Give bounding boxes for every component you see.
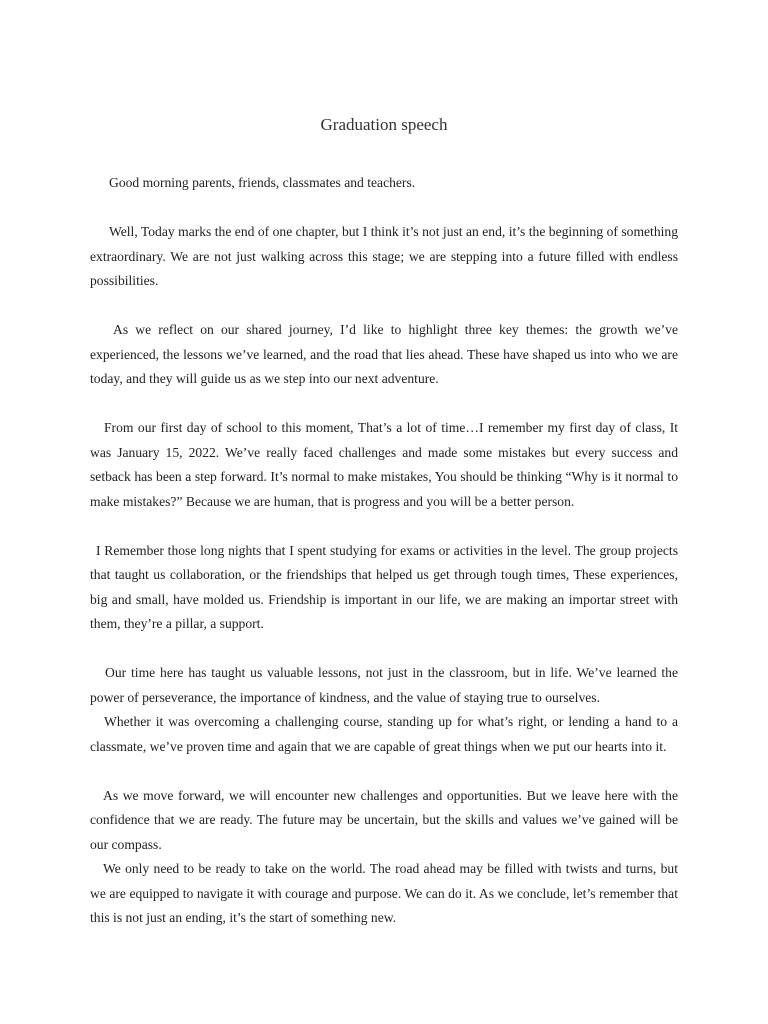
document-body bbox=[90, 171, 678, 931]
paragraph-moving-forward: As we move forward, we will encounter new challenges and opportunities. But we leave here with the confidence that we are ready. The future may be uncertain, but the skills and values we’ve gained will be our compass. bbox=[90, 787, 678, 852]
paragraph-conclusion: We only need to be ready to take on the world. The road ahead may be filled with twists and turns, but we are equipped to navigate it with courage and purpose. We can do it. As we conclude, let’s remember that this is not just an ending, it’s the start of something new. bbox=[90, 861, 678, 925]
paragraph-greeting: Good morning parents, friends, classmates and teachers. bbox=[109, 175, 416, 190]
paragraph-themes: As we reflect on our shared journey, I’d like to highlight three key themes: the growth we’ve experienced, the lessons we’ve learned, and the road that lies ahead. These have shaped us into who we are today, and they will guide us as we step into our next adventure. bbox=[90, 322, 678, 386]
paragraph-memories: I Remember those long nights that I spent studying for exams or activities in the level. The group projects that taught us collaboration, or the friendships that helped us get through tough times, These experiences, big and small, have molded us. Friendship is important in our life, we are making an importar street with them, they’re a pillar, a support. bbox=[90, 542, 678, 631]
paragraph-first-day: From our first day of school to this moment, That’s a lot of time…I remember my first day of class, It was January 15, 2022. We’ve really faced challenges and made some mistakes but every success and setback has been a step forward. It’s normal to make mistakes, You should be thinking “Why is it normal to make mistakes?” Because we are human, that is progress and you will be a better person. bbox=[90, 420, 678, 509]
paragraph-opening: Well, Today marks the end of one chapter, but I think it’s not just an end, it’s the beginning of something extraordinary. We are not just walking across this stage; we are stepping into a future filled with endless possibilities. bbox=[90, 224, 678, 288]
paragraph-lessons: Our time here has taught us valuable lessons, not just in the classroom, but in life. We’ve learned the power of perseverance, the importance of kindness, and the value of staying true to ourselves. bbox=[90, 665, 678, 705]
paragraph-achievements: Whether it was overcoming a challenging course, standing up for what’s right, or lending a hand to a classmate, we’ve proven time and again that we are capable of great things when we put our hearts into it. bbox=[90, 714, 678, 754]
document-title: Graduation speech bbox=[320, 115, 448, 134]
